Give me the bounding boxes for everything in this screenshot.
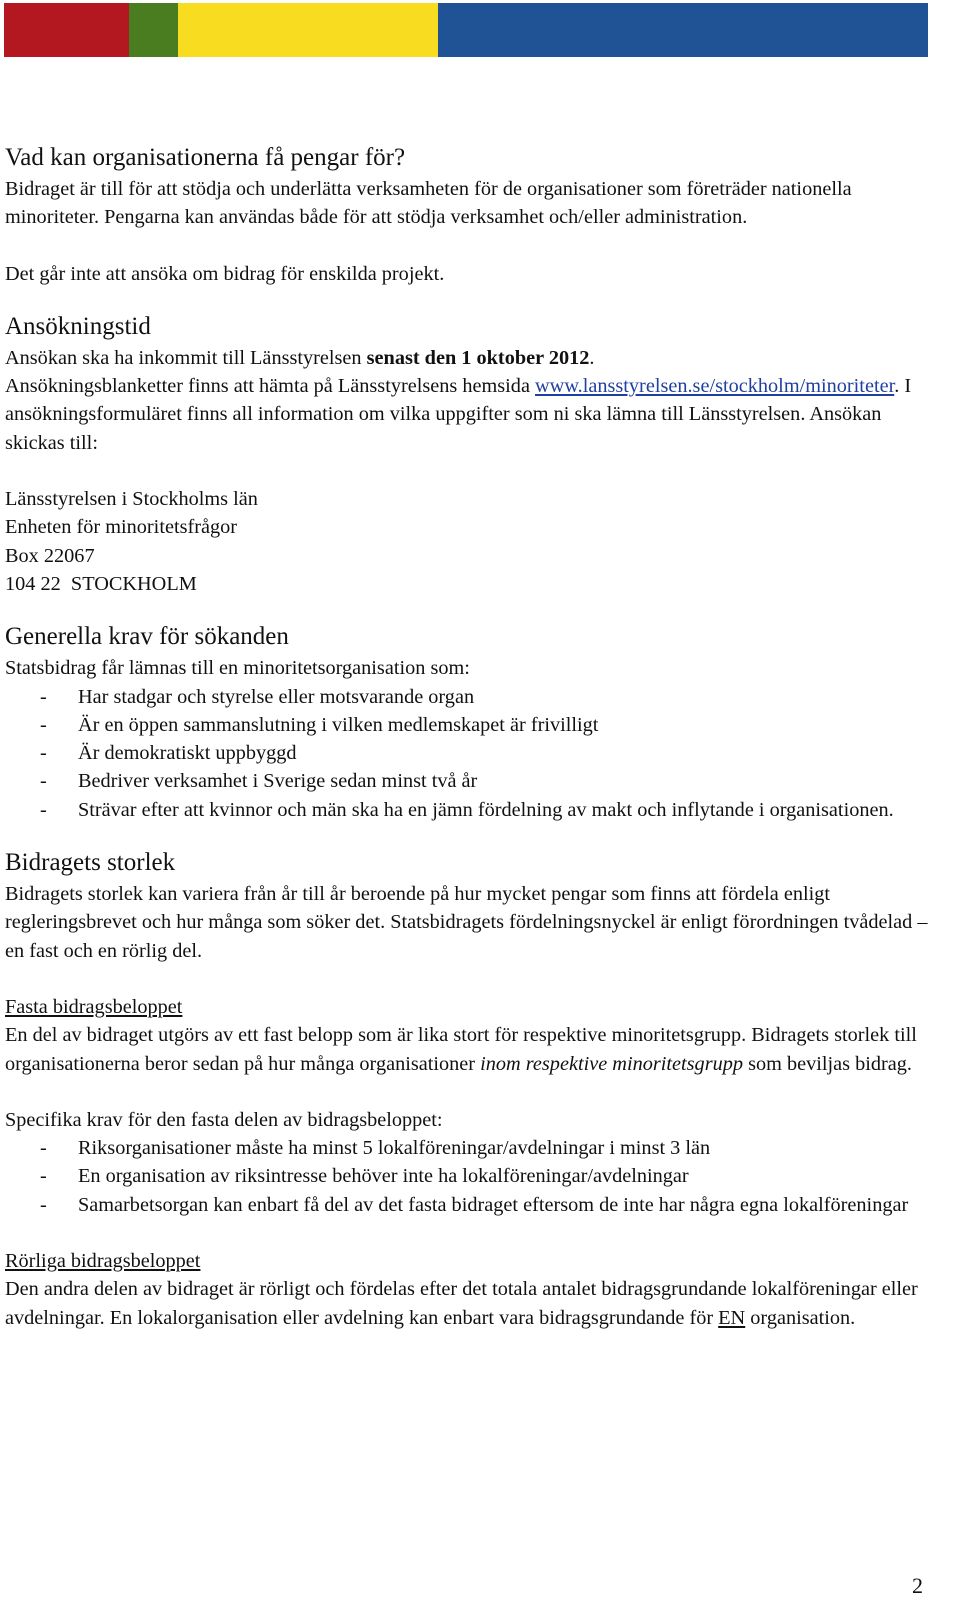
- address-line-2: Enheten för minoritetsfrågor: [5, 516, 238, 539]
- emphasis-en: EN: [718, 1306, 746, 1329]
- forms-paragraph: [5, 372, 940, 457]
- deadline-date: senast den 1 oktober 2012: [366, 346, 590, 369]
- fixed-paragraph: En del av bidraget utgörs av ett fast belopp som är lika stort för respektive minoritetsgrupp. Bidragets storlek till organisationerna beror sedan på hur många organisationer inom respektive minoritetsgrupp som beviljas bidrag.: [5, 1024, 917, 1075]
- list-item: - En organisation av riksintresse behöver inte ha lokalföreningar/avdelningar: [40, 1165, 689, 1188]
- stripe-blue: [438, 3, 928, 57]
- list-item: - Är en öppen sammanslutning i vilken medlemskapet är frivilligt: [40, 713, 599, 736]
- general-intro: Statsbidrag får lämnas till en minoritetsorganisation som:: [5, 657, 470, 680]
- intro-paragraph: Bidraget är till för att stödja och underlätta verksamheten för de organisationer som företräder nationella minoriteter. Pengarna kan användas både för att stödja verksamhet och/eller administration.: [5, 178, 852, 229]
- size-paragraph: Bidragets storlek kan variera från år till år beroende på hur mycket pengar som finns att fördela enligt regleringsbrevet och hur många som söker det. Statsbidragets fördelningsnyckel är enligt förordningen tvådelad – en fast och en rörlig del.: [5, 883, 928, 962]
- mailing-address: [5, 485, 940, 598]
- deadline-line: [5, 344, 940, 372]
- intro-heading: Vad kan organisationerna få pengar för?: [5, 144, 406, 171]
- stripe-red: [4, 3, 129, 57]
- header-color-stripe: [4, 3, 928, 57]
- size-heading: Bidragets storlek: [5, 849, 176, 877]
- deadline-period: .: [589, 346, 595, 369]
- ansokningstid-heading: Ansökningstid: [5, 312, 151, 340]
- forms-text-after-link: . I ansökningsformuläret finns all information om vilka uppgifter som ni ska lämna till Länsstyrelsen. Ansökan skickas till:: [5, 375, 912, 454]
- intro-note: Det går inte att ansöka om bidrag för enskilda projekt.: [5, 262, 445, 285]
- general-requirements-list: [5, 683, 940, 824]
- page-number: 2: [912, 1573, 923, 1598]
- forms-text: Ansökningsblanketter finns att hämta på Länsstyrelsens hemsida: [5, 375, 530, 398]
- list-item: - Samarbetsorgan kan enbart få del av det fasta bidraget eftersom de inte har några egna lokalföreningar: [40, 1193, 909, 1216]
- address-line-1: Länsstyrelsen i Stockholms län: [5, 488, 258, 511]
- list-item: - Bedriver verksamhet i Sverige sedan minst två år: [40, 770, 478, 793]
- address-line-3: Box 22067: [5, 544, 95, 567]
- document-body: [5, 141, 940, 1332]
- fixed-specific-intro: Specifika krav för den fasta delen av bidragsbeloppet:: [5, 1108, 443, 1131]
- fixed-italic-phrase: inom respektive minoritetsgrupp: [480, 1052, 744, 1075]
- variable-paragraph: Den andra delen av bidraget är rörligt och fördelas efter det totala antalet bidragsgrundande lokalföreningar eller avdelningar. En lokalorganisation eller avdelning kan enbart vara bidragsgrundande för EN organisation.: [5, 1278, 918, 1329]
- stripe-yellow: [178, 3, 438, 57]
- deadline-text: Ansökan ska ha inkommit till Länsstyrelsen: [5, 346, 367, 369]
- list-item: - Strävar efter att kvinnor och män ska ha en jämn fördelning av makt och inflytande i organisationen.: [40, 798, 894, 821]
- address-line-4: 104 22 STOCKHOLM: [5, 572, 197, 595]
- variable-heading: Rörliga bidragsbeloppet: [5, 1250, 201, 1273]
- fixed-heading: Fasta bidragsbeloppet: [5, 995, 183, 1018]
- stripe-green: [129, 3, 178, 57]
- list-item: - Riksorganisationer måste ha minst 5 lokalföreningar/avdelningar i minst 3 län: [40, 1137, 711, 1160]
- general-heading: Generella krav för sökanden: [5, 623, 289, 651]
- fixed-requirements-list: [5, 1134, 940, 1219]
- list-item: - Har stadgar och styrelse eller motsvarande organ: [40, 685, 475, 708]
- lansstyrelsen-link[interactable]: www.lansstyrelsen.se/stockholm/minoriteter: [535, 375, 895, 398]
- list-item: - Är demokratiskt uppbyggd: [40, 742, 297, 765]
